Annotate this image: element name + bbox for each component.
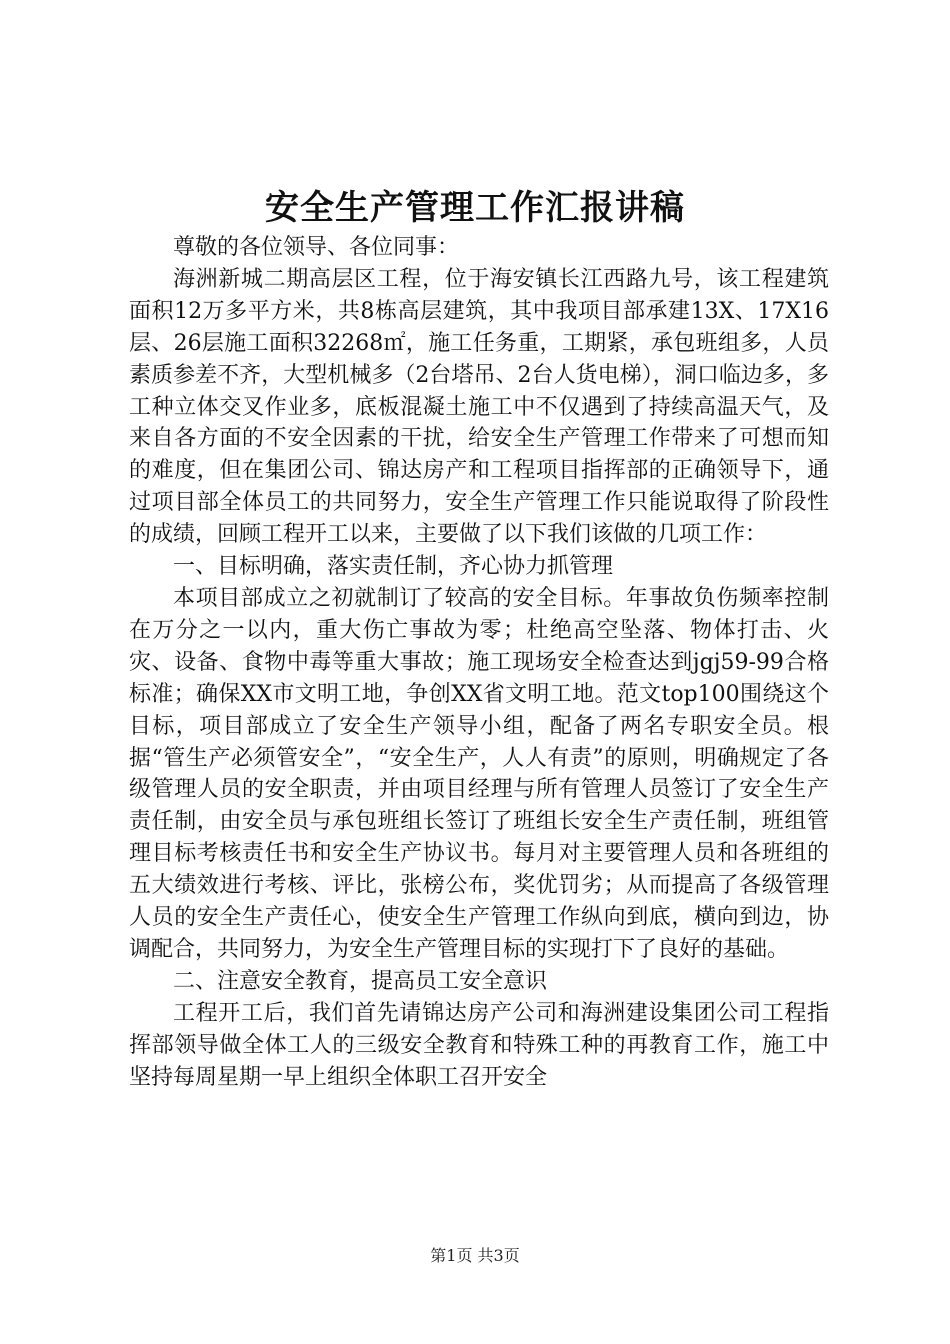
document-body — [129, 232, 829, 1093]
section-1-paragraph: 本项目部成立之初就制订了较高的安全目标。年事故负伤频率控制在万分之一以内，重大伤亡事故为零；杜绝高空坠落、物体打击、火灾、设备、食物中毒等重大事故；施工现场安全检查达到jgj59-99合格标准；确保XX市文明工地，争创XX省文明工地。范文top100围绕这个目标，项目部成立了安全生产领导小组，配备了两名专职安全员。根据“管生产必须管安全”，“安全生产，人人有责”的原则，明确规定了各级管理人员的安全职责，并由项目经理与所有管理人员签订了安全生产责任制，由安全员与承包班组长签订了班组长安全生产责任制，班组管理目标考核责任书和安全生产协议书。每月对主要管理人员和各班组的五大绩效进行考核、评比，张榜公布，奖优罚劣；从而提高了各级管理人员的安全生产责任心，使安全生产管理工作纵向到底，横向到边，协调配合，共同努力，为安全生产管理目标的实现打下了良好的基础。 — [129, 585, 829, 962]
page-number-footer: 第1页 共3页 — [430, 1246, 520, 1265]
document-title: 安全生产管理工作汇报讲稿 — [265, 188, 685, 228]
intro-paragraph: 海洲新城二期高层区工程，位于海安镇长江西路九号，该工程建筑面积12万多平方米，共8栋高层建筑，其中我项目部承建13X、17X16层、26层施工面积32268㎡，施工任务重，工期紧，承包班组多，人员素质参差不齐，大型机械多（2台塔吊、2台人货电梯），洞口临边多，多工种立体交叉作业多，底板混凝土施工中不仅遇到了持续高温天气，及来自各方面的不安全因素的干扰，给安全生产管理工作带来了可想而知的难度，但在集团公司、锦达房产和工程项目指挥部的正确领导下，通过项目部全体员工的共同努力，安全生产管理工作只能说取得了阶段性的成绩，回顾工程开工以来，主要做了以下我们该做的几项工作： — [129, 266, 829, 548]
section-2-paragraph: 工程开工后，我们首先请锦达房产公司和海洲建设集团公司工程指挥部领导做全体工人的三级安全教育和特殊工种的再教育工作，施工中坚持每周星期一早上组织全体职工召开安全 — [129, 1000, 829, 1090]
section-2-heading: 二、注意安全教育，提高员工安全意识 — [173, 968, 548, 994]
salutation: 尊敬的各位领导、各位同事： — [173, 235, 460, 260]
section-1-heading: 一、目标明确，落实责任制，齐心协力抓管理 — [173, 554, 614, 580]
